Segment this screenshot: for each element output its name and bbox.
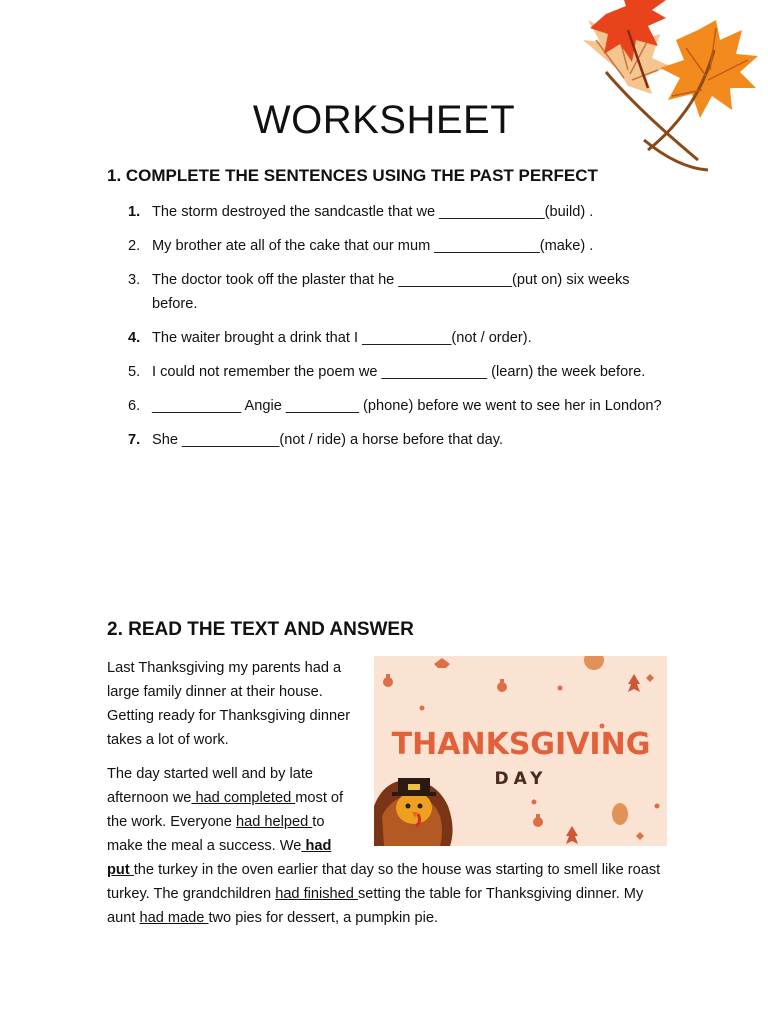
image-title-line2: DAY <box>494 769 548 789</box>
section-2-heading: 2. READ THE TEXT AND ANSWER <box>107 619 414 640</box>
page-title: WORKSHEET <box>252 98 516 142</box>
exercise-list <box>122 200 662 462</box>
item-text: The storm destroyed the sandcastle that we _____________(build) . <box>152 204 594 220</box>
past-perfect-phrase: had completed <box>191 790 296 806</box>
item-text: The waiter brought a drink that I ___________(not / order). <box>152 330 532 346</box>
text-run: setting the table for Thanksgiving dinner. My aunt <box>107 886 644 926</box>
list-item <box>122 200 662 224</box>
list-item <box>122 234 662 258</box>
item-text: ___________ Angie _________ (phone) before we went to see her in London? <box>152 398 662 414</box>
item-text: My brother ate all of the cake that our mum _____________(make) . <box>152 238 594 254</box>
item-text: She ____________(not / ride) a horse before that day. <box>152 432 504 448</box>
text-run: The day started well and by late afternoon we <box>107 766 314 806</box>
list-item <box>122 268 662 316</box>
autumn-leaves-icon <box>548 0 768 175</box>
item-number: 3. <box>128 272 141 288</box>
item-number: 6. <box>128 398 141 414</box>
item-number: 4. <box>128 330 141 346</box>
section-1-heading: 1. COMPLETE THE SENTENCES USING THE PAST PERFECT <box>107 166 598 185</box>
text-run: the turkey in the oven earlier that day so the house was starting to smell like roast turkey. The grandchildren <box>107 862 661 902</box>
item-text: I could not remember the poem we _____________ (learn) the week before. <box>152 364 646 380</box>
past-perfect-phrase: had helped <box>235 814 313 830</box>
item-number: 2. <box>128 238 141 254</box>
paragraph-1: Last Thanksgiving my parents had a large family dinner at their house. Getting ready for Thanksgiving dinner takes a lot of work. <box>107 660 351 748</box>
reading-text <box>107 656 667 930</box>
item-number: 5. <box>128 364 141 380</box>
past-perfect-phrase: had put <box>107 838 332 878</box>
image-title-line1: THANKSGIVING <box>391 727 651 762</box>
item-number: 1. <box>128 204 141 220</box>
list-item <box>122 428 662 452</box>
text-run: two pies for dessert, a pumpkin pie. <box>208 910 438 926</box>
list-item <box>122 326 662 350</box>
past-perfect-phrase: had made <box>139 910 209 926</box>
past-perfect-phrase: had finished <box>275 886 358 902</box>
item-number: 7. <box>128 432 141 448</box>
text-run: most of the work. Everyone <box>107 790 344 830</box>
item-text: The doctor took off the plaster that he ______________(put on) six weeks before. <box>152 272 630 312</box>
text-run: to make the meal a success. We <box>107 814 325 854</box>
list-item <box>122 394 662 418</box>
thanksgiving-image <box>374 656 667 846</box>
list-item <box>122 360 662 384</box>
